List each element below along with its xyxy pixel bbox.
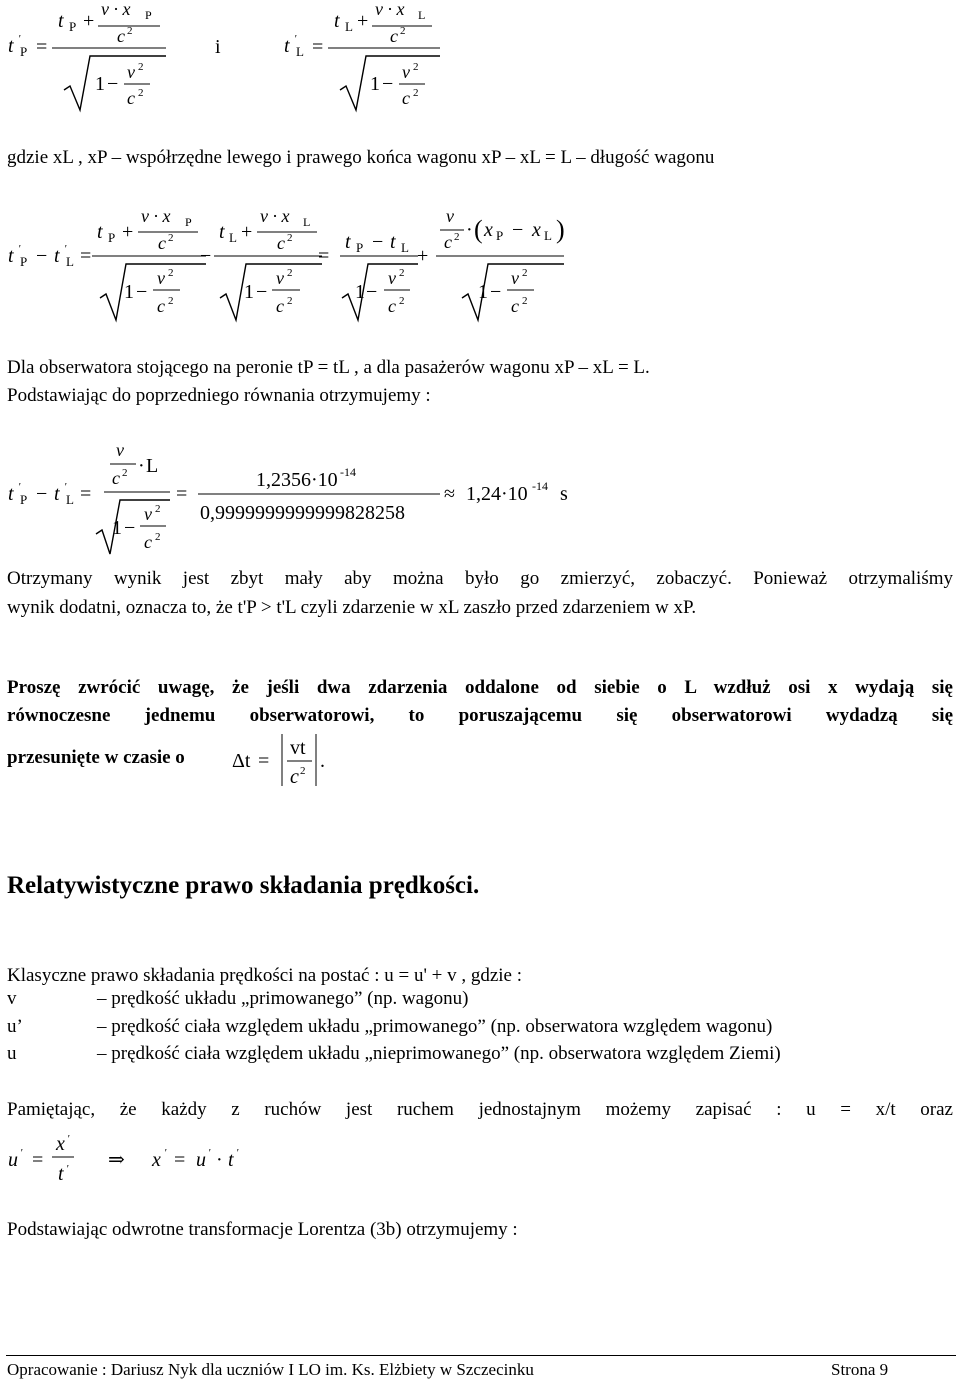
svg-text:t: t	[54, 483, 60, 505]
svg-text:': '	[294, 33, 297, 45]
svg-text:': '	[208, 1147, 211, 1159]
svg-text:c: c	[290, 766, 299, 788]
svg-text:2: 2	[287, 267, 293, 279]
definition-text: – prędkość ciała względem układu „primowanego” (np. obserwatora względem wagonu)	[97, 1016, 773, 1037]
svg-text:−: −	[366, 281, 378, 303]
svg-text:c: c	[157, 296, 165, 316]
svg-text:P: P	[496, 228, 504, 243]
definition-text: – prędkość ciała względem układu „nieprimowanego” (np. obserwatora względem Ziemi)	[97, 1043, 781, 1064]
svg-text:v: v	[127, 62, 135, 82]
definition-v	[7, 988, 953, 1016]
svg-text:2: 2	[413, 87, 419, 99]
svg-text:=: =	[80, 483, 92, 505]
svg-text:c: c	[402, 88, 410, 108]
conjunction-i: i	[215, 36, 221, 58]
svg-text:2: 2	[399, 295, 405, 307]
substituting-line: Podstawiając odwrotne transformacje Lorentza (3b) otrzymujemy :	[7, 1219, 518, 1240]
svg-text:=: =	[258, 750, 270, 772]
svg-text:−: −	[36, 245, 48, 267]
svg-text:−: −	[372, 231, 384, 253]
svg-text:t: t	[334, 10, 340, 32]
svg-text:·: ·	[466, 219, 473, 241]
numeric-result-equation	[0, 434, 960, 564]
bold-line-2: równoczesne jednemu obserwatorowi, to poruszającemu się obserwatorowi wydadzą się	[7, 705, 953, 726]
svg-text:t: t	[8, 35, 14, 57]
svg-text:−: −	[136, 281, 148, 303]
svg-text:v: v	[446, 206, 454, 226]
svg-text:t: t	[58, 10, 64, 32]
svg-text:P: P	[356, 240, 364, 255]
svg-text:L: L	[229, 230, 237, 245]
svg-text:2: 2	[522, 267, 528, 279]
result-value: 1,24·10	[466, 483, 528, 505]
svg-text:1: 1	[370, 73, 380, 95]
svg-text:c: c	[444, 232, 452, 252]
svg-text:P: P	[145, 8, 152, 22]
result-line-2: wynik dodatni, oznacza to, że t'P > t'L czyli zdarzenie w xL zaszło przed zdarzeniem w xP.	[7, 597, 697, 618]
svg-text:2: 2	[413, 61, 419, 73]
svg-text:1: 1	[124, 281, 134, 303]
svg-text:=: =	[32, 1149, 44, 1171]
svg-text:⇒: ⇒	[108, 1149, 125, 1171]
svg-text:c: c	[277, 233, 285, 253]
page-number: Strona 9	[831, 1360, 889, 1379]
svg-text:L: L	[296, 44, 304, 59]
svg-text:': '	[64, 481, 67, 493]
svg-text:u: u	[196, 1149, 206, 1171]
svg-text:=: =	[80, 245, 92, 267]
footer-divider	[6, 1355, 956, 1356]
svg-text:=: =	[176, 483, 188, 505]
svg-text:−: −	[490, 281, 502, 303]
result-unit: s	[560, 483, 568, 505]
svg-text:P: P	[108, 230, 116, 245]
svg-text:t: t	[97, 221, 103, 243]
svg-text:2: 2	[138, 61, 144, 73]
footer-credit: Opracowanie : Dariusz Nyk dla uczniów I LO im. Ks. Elżbiety w Szczecinku	[7, 1360, 534, 1379]
svg-text:c: c	[390, 26, 398, 46]
svg-text:2: 2	[168, 267, 174, 279]
svg-text:2: 2	[522, 295, 528, 307]
svg-text:c: c	[388, 296, 396, 316]
observer-line-1: Dla obserwatora stojącego na peronie tP = tL , a dla pasażerów wagonu xP – xL = L.	[7, 357, 650, 378]
svg-text:−: −	[107, 73, 119, 95]
svg-text:2: 2	[168, 295, 174, 307]
svg-text:P: P	[69, 19, 77, 34]
svg-text:−: −	[256, 281, 268, 303]
svg-text:=: =	[318, 245, 330, 267]
definition-u	[7, 1043, 953, 1071]
svg-text:): )	[556, 215, 565, 244]
svg-text:=: =	[312, 36, 324, 58]
svg-text:v: v	[511, 268, 519, 288]
svg-text:·: ·	[138, 455, 145, 477]
svg-text:c: c	[144, 532, 152, 552]
svg-text:x: x	[484, 219, 493, 241]
svg-text:x: x	[532, 219, 541, 241]
svg-text:t: t	[8, 483, 14, 505]
svg-text:t: t	[54, 245, 60, 267]
svg-text:2: 2	[287, 232, 293, 244]
svg-text:2: 2	[454, 231, 460, 243]
svg-text:+: +	[357, 10, 369, 32]
svg-text:L: L	[146, 455, 159, 477]
svg-text:Δt: Δt	[232, 750, 251, 772]
svg-text:+: +	[417, 245, 429, 267]
svg-text:x: x	[152, 1149, 161, 1171]
svg-text:=: =	[36, 36, 48, 58]
svg-text:−: −	[124, 517, 136, 539]
svg-text:−: −	[382, 73, 394, 95]
gdzie-line: gdzie xL , xP – współrzędne lewego i prawego końca wagonu xP – xL = L – długość wagonu	[7, 147, 715, 168]
svg-text:2: 2	[400, 25, 406, 37]
svg-text:': '	[18, 33, 21, 45]
observer-line-2: Podstawiając do poprzedniego równania otrzymujemy :	[7, 385, 431, 406]
svg-text:t: t	[219, 221, 225, 243]
svg-text:c: c	[276, 296, 284, 316]
definition-symbol: v	[7, 988, 17, 1009]
svg-text:v: v	[116, 440, 124, 460]
svg-text:': '	[67, 1133, 70, 1145]
svg-text:2: 2	[138, 87, 144, 99]
time-difference-equation	[0, 196, 960, 336]
svg-text:=: =	[174, 1149, 186, 1171]
svg-text:−: −	[36, 483, 48, 505]
svg-text:+: +	[122, 221, 134, 243]
svg-text:': '	[18, 481, 21, 493]
numerator-exponent: -14	[340, 465, 356, 479]
remember-line: Pamiętając, że każdy z ruchów jest ruchem jednostajnym możemy zapisać : u = x/t oraz	[7, 1099, 953, 1120]
svg-text:': '	[66, 1163, 69, 1175]
svg-text:v · x: v · x	[101, 0, 131, 19]
svg-text:v · x: v · x	[141, 206, 171, 226]
svg-text:t: t	[390, 231, 396, 253]
svg-text:+: +	[83, 10, 95, 32]
svg-text:.: .	[320, 750, 325, 772]
definition-text: – prędkość układu „primowanego” (np. wagonu)	[97, 988, 469, 1009]
lorentz-time-equations	[0, 0, 960, 120]
svg-text:t: t	[58, 1163, 64, 1185]
svg-text:1: 1	[478, 281, 488, 303]
svg-text:c: c	[511, 296, 519, 316]
svg-text:2: 2	[127, 25, 133, 37]
svg-text:2: 2	[155, 531, 161, 543]
svg-text:v: v	[388, 268, 396, 288]
svg-text:c: c	[158, 233, 166, 253]
denominator-value: 0,9999999999999828258	[200, 502, 405, 524]
definition-symbol: u	[7, 1043, 17, 1064]
svg-text:': '	[18, 243, 21, 255]
svg-text:L: L	[303, 215, 311, 229]
svg-text:v: v	[144, 504, 152, 524]
svg-text:': '	[164, 1147, 167, 1159]
svg-text:': '	[64, 243, 67, 255]
svg-text:2: 2	[168, 232, 174, 244]
svg-text:·: ·	[216, 1149, 223, 1171]
svg-text:+: +	[241, 221, 253, 243]
svg-text:P: P	[185, 215, 192, 229]
svg-text:': '	[20, 1147, 23, 1159]
svg-text:P: P	[20, 254, 28, 269]
svg-text:t: t	[345, 231, 351, 253]
svg-text:v: v	[276, 268, 284, 288]
delta-t-formula	[228, 730, 348, 790]
svg-text:2: 2	[122, 467, 128, 479]
definition-symbol: u’	[7, 1016, 23, 1037]
bold-line-1: Proszę zwrócić uwagę, że jeśli dwa zdarzenia oddalone od siebie o L wzdłuż osi x wydają się	[7, 677, 953, 698]
svg-text:1: 1	[112, 517, 122, 539]
svg-text:1: 1	[95, 73, 105, 95]
svg-text:c: c	[127, 88, 135, 108]
svg-text:': '	[236, 1147, 239, 1159]
definition-u-prime	[7, 1016, 953, 1044]
svg-text:t: t	[228, 1149, 234, 1171]
bold-line-3: przesunięte w czasie o	[7, 747, 185, 768]
svg-text:x: x	[56, 1133, 65, 1155]
classic-law-line: Klasyczne prawo składania prędkości na postać : u = u' + v , gdzie :	[7, 965, 523, 986]
svg-text:L: L	[66, 492, 74, 507]
result-exponent: -14	[532, 479, 548, 493]
svg-text:P: P	[20, 44, 28, 59]
svg-text:2: 2	[287, 295, 293, 307]
svg-text:1: 1	[244, 281, 254, 303]
svg-text:1: 1	[355, 281, 365, 303]
svg-text:−: −	[512, 219, 524, 241]
svg-text:vt: vt	[290, 737, 306, 759]
svg-text:L: L	[544, 228, 552, 243]
result-line-1: Otrzymany wynik jest zbyt mały aby można było go zmierzyć, zobaczyć. Ponieważ otrzymaliśmy	[7, 568, 953, 589]
svg-text:u: u	[8, 1149, 18, 1171]
svg-text:c: c	[112, 468, 120, 488]
svg-text:≈: ≈	[444, 483, 455, 505]
section-heading: Relatywistyczne prawo składania prędkości.	[7, 872, 480, 899]
svg-text:L: L	[418, 8, 426, 22]
svg-text:v: v	[402, 62, 410, 82]
svg-text:L: L	[66, 254, 74, 269]
definition-line	[7, 144, 714, 172]
svg-text:t: t	[8, 245, 14, 267]
svg-text:2: 2	[399, 267, 405, 279]
svg-text:(: (	[474, 215, 483, 244]
svg-text:c: c	[117, 26, 125, 46]
svg-text:v: v	[157, 268, 165, 288]
svg-text:−: −	[200, 245, 212, 267]
u-prime-formula	[0, 1126, 300, 1196]
svg-text:2: 2	[155, 503, 161, 515]
svg-text:L: L	[345, 19, 353, 34]
svg-text:v · x: v · x	[260, 206, 290, 226]
svg-text:v · x: v · x	[375, 0, 405, 19]
numerator-value: 1,2356·10	[256, 469, 338, 491]
svg-text:t: t	[284, 35, 290, 57]
svg-text:2: 2	[300, 765, 306, 777]
svg-text:P: P	[20, 492, 28, 507]
svg-text:L: L	[401, 240, 409, 255]
